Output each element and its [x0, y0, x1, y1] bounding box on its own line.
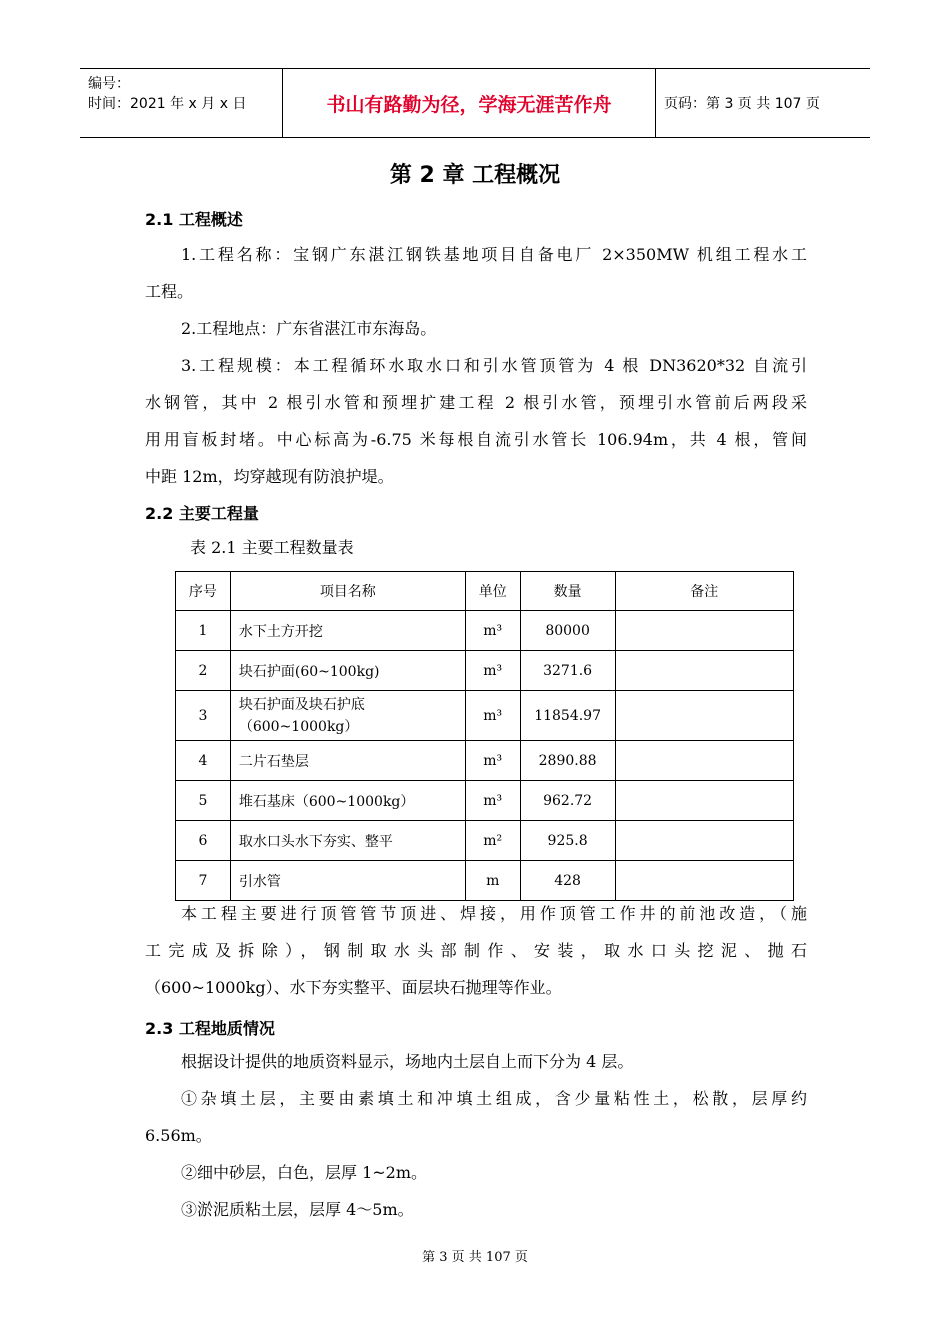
cell-qty: 11854.97 [520, 691, 615, 741]
layer2: ②细中砂层，白色，层厚 1~2m。 [181, 1163, 428, 1182]
geology-intro: 根据设计提供的地质资料显示，场地内土层自上而下分为 4 层。 [181, 1052, 634, 1071]
cell-name: 堆石基床（600~1000kg） [230, 781, 465, 821]
cell-qty: 962.72 [520, 781, 615, 821]
cell-no: 7 [176, 861, 231, 901]
section-2-2-heading: 2.2 主要工程量 [145, 504, 259, 523]
cell-note [615, 651, 793, 691]
col-header-name: 项目名称 [230, 572, 465, 611]
cell-unit: m³ [465, 611, 520, 651]
section-2-1-heading: 2.1 工程概述 [145, 210, 243, 229]
col-header-no: 序号 [176, 572, 231, 611]
project-location: 2.工程地点：广东省湛江市东海岛。 [181, 319, 437, 338]
layer1-line2: 6.56m。 [145, 1126, 212, 1145]
cell-qty: 3271.6 [520, 651, 615, 691]
cell-unit: m³ [465, 651, 520, 691]
cell-note [615, 741, 793, 781]
table-row [176, 691, 794, 741]
header-page-info: 页码：第 3 页 共 107 页 [664, 96, 820, 112]
table-caption: 表 2.1 主要工程数量表 [190, 538, 354, 557]
cell-qty: 80000 [520, 611, 615, 651]
cell-no: 2 [176, 651, 231, 691]
table-row [176, 861, 794, 901]
cell-name: 水下土方开挖 [230, 611, 465, 651]
cell-note [615, 691, 793, 741]
project-name-line1: 1.工程名称：宝钢广东湛江钢铁基地项目自备电厂 2×350MW 机组工程水工 [181, 245, 807, 264]
header-motto: 书山有路勤为径，学海无涯苦作舟 [282, 69, 656, 137]
cell-unit: m³ [465, 691, 520, 741]
col-header-qty: 数量 [520, 572, 615, 611]
table-row [176, 611, 794, 651]
table-header-row [176, 572, 794, 611]
cell-unit: m³ [465, 781, 520, 821]
cell-name: 引水管 [230, 861, 465, 901]
cell-no: 4 [176, 741, 231, 781]
section-2-3-heading: 2.3 工程地质情况 [145, 1019, 275, 1038]
cell-unit: m² [465, 821, 520, 861]
cell-no: 1 [176, 611, 231, 651]
table-row [176, 781, 794, 821]
cell-no: 3 [176, 691, 231, 741]
header-meta [80, 69, 282, 137]
table-row [176, 651, 794, 691]
works-line1: 本工程主要进行顶管管节顶进、焊接，用作顶管工作井的前池改造，（施 [181, 904, 807, 923]
project-scale-line4: 中距 12m，均穿越现有防浪护堤。 [145, 467, 394, 486]
layer1-line1: ①杂填土层，主要由素填土和冲填土组成，含少量粘性土，松散，层厚约 [181, 1089, 807, 1108]
chapter-title: 第 2 章 工程概况 [389, 163, 561, 188]
cell-note [615, 781, 793, 821]
number-label: 编号： [88, 76, 130, 92]
cell-name: 二片石垫层 [230, 741, 465, 781]
cell-name: 块石护面及块石护底（600~1000kg） [230, 691, 465, 741]
table-row [176, 821, 794, 861]
project-scale-line3: 用用盲板封堵。中心标高为-6.75 米每根自流引水管长 106.94m，共 4 根，管间 [145, 430, 807, 449]
project-scale-line2: 水钢管，其中 2 根引水管和预埋扩建工程 2 根引水管，预埋引水管前后两段采 [145, 393, 807, 412]
time-label: 时间：2021 年 x 月 x 日 [88, 96, 247, 112]
cell-note [615, 861, 793, 901]
works-line2: 工完成及拆除），钢制取水头部制作、安装，取水口头挖泥、抛石 [145, 941, 807, 960]
cell-no: 5 [176, 781, 231, 821]
table-row [176, 741, 794, 781]
cell-no: 6 [176, 821, 231, 861]
cell-name: 取水口头水下夯实、整平 [230, 821, 465, 861]
cell-qty: 925.8 [520, 821, 615, 861]
layer3: ③淤泥质粘土层，层厚 4～5m。 [181, 1200, 414, 1219]
quantity-table [175, 571, 794, 901]
page-footer: 第 3 页 共 107 页 [422, 1250, 528, 1265]
cell-note [615, 611, 793, 651]
works-line3: （600~1000kg）、水下夯实整平、面层块石抛理等作业。 [145, 978, 562, 997]
cell-unit: m [465, 861, 520, 901]
project-name-line2: 工程。 [145, 282, 194, 301]
project-scale-line1: 3.工程规模：本工程循环水取水口和引水管顶管为 4 根 DN3620*32 自流引 [181, 356, 807, 375]
col-header-note: 备注 [615, 572, 793, 611]
cell-qty: 428 [520, 861, 615, 901]
cell-qty: 2890.88 [520, 741, 615, 781]
col-header-unit: 单位 [465, 572, 520, 611]
cell-name: 块石护面(60~100kg) [230, 651, 465, 691]
cell-note [615, 821, 793, 861]
cell-unit: m³ [465, 741, 520, 781]
page-header [80, 68, 870, 138]
